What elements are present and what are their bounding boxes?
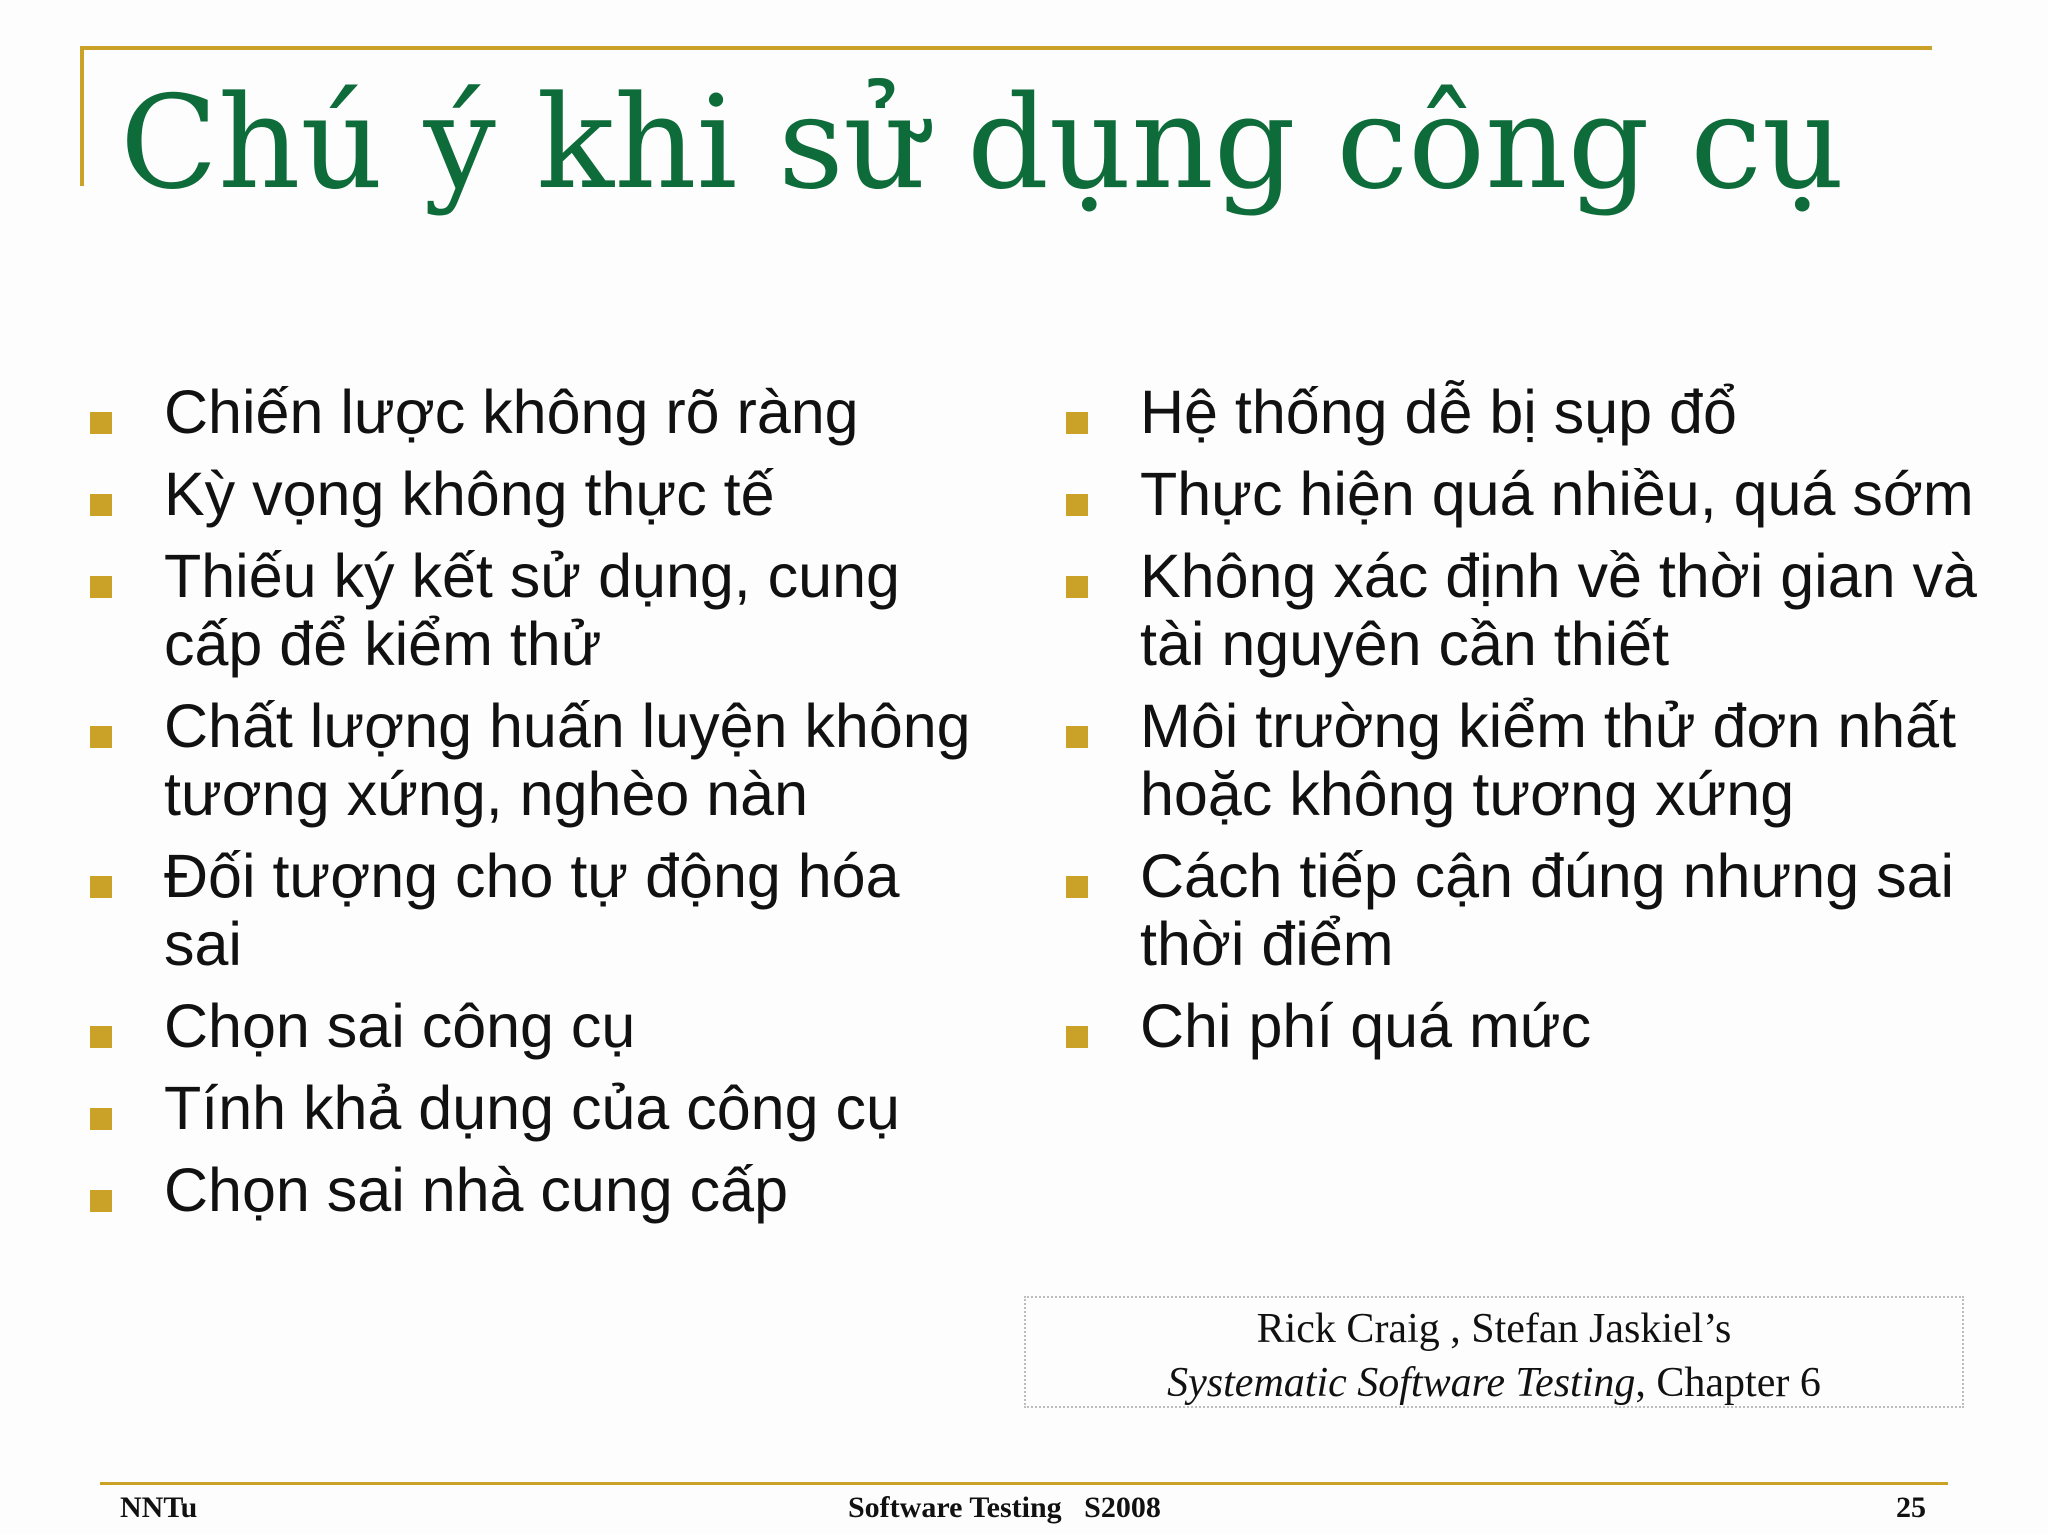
bullet-item — [1056, 378, 1996, 446]
square-bullet-icon — [90, 494, 112, 516]
bullet-text: Chất lượng huấn luyện không tương xứng, nghèo nàn — [164, 692, 971, 828]
bullet-item — [80, 542, 980, 678]
bullet-item — [80, 992, 980, 1060]
citation-box — [1024, 1296, 1964, 1408]
bullet-text: Chiến lược không rõ ràng — [164, 378, 859, 446]
bullet-item — [80, 378, 980, 446]
footer-author: NNTu — [120, 1491, 198, 1524]
page-number: 25 — [1896, 1491, 1926, 1524]
bullet-item — [80, 842, 980, 978]
square-bullet-icon — [90, 876, 112, 898]
square-bullet-icon — [1066, 576, 1088, 598]
bullet-text: Không xác định về thời gian và tài nguyên cần thiết — [1140, 542, 1977, 678]
bullet-item — [80, 460, 980, 528]
bullet-item — [80, 1156, 980, 1224]
bullet-item — [1056, 460, 1996, 528]
bullet-text: Tính khả dụng của công cụ — [164, 1074, 900, 1142]
bullet-text: Hệ thống dễ bị sụp đổ — [1140, 378, 1737, 446]
square-bullet-icon — [1066, 1026, 1088, 1048]
square-bullet-icon — [90, 576, 112, 598]
bullet-item — [80, 692, 980, 828]
citation-authors: Rick Craig , Stefan Jaskiel’s — [1256, 1306, 1732, 1352]
square-bullet-icon — [1066, 876, 1088, 898]
square-bullet-icon — [90, 1108, 112, 1130]
bullet-text: Chọn sai công cụ — [164, 992, 636, 1060]
bullet-item — [1056, 992, 1996, 1060]
footer-rule — [100, 1482, 1948, 1485]
bullet-text: Môi trường kiểm thử đơn nhất hoặc không tương xứng — [1140, 692, 1957, 828]
right-bullet-list — [1056, 378, 1996, 1074]
bullet-text: Kỳ vọng không thực tế — [164, 460, 775, 528]
bullet-text: Chi phí quá mức — [1140, 992, 1592, 1060]
bullet-item — [1056, 692, 1996, 828]
left-bullet-list — [80, 378, 980, 1238]
square-bullet-icon — [1066, 494, 1088, 516]
bullet-item — [80, 1074, 980, 1142]
bullet-text: Thiếu ký kết sử dụng, cung cấp để kiểm thử — [164, 542, 900, 678]
bullet-text: Thực hiện quá nhiều, quá sớm — [1140, 460, 1974, 528]
square-bullet-icon — [90, 412, 112, 434]
footer-course: Software Testing S2008 — [848, 1491, 1161, 1524]
bullet-item — [1056, 542, 1996, 678]
title-frame-left-rule — [80, 46, 84, 186]
square-bullet-icon — [90, 1190, 112, 1212]
bullet-text: Cách tiếp cận đúng nhưng sai thời điểm — [1140, 842, 1955, 978]
slide-title: Chú ý khi sử dụng công cụ — [120, 69, 1845, 218]
bullet-item — [1056, 842, 1996, 978]
square-bullet-icon — [1066, 726, 1088, 748]
square-bullet-icon — [90, 726, 112, 748]
square-bullet-icon — [1066, 412, 1088, 434]
title-frame-top-rule — [80, 46, 1932, 50]
square-bullet-icon — [90, 1026, 112, 1048]
bullet-text: Đối tượng cho tự động hóa sai — [164, 842, 900, 978]
citation-source — [1026, 1356, 1962, 1410]
citation-book-title: Systematic Software Testing — [1167, 1360, 1636, 1406]
bullet-text: Chọn sai nhà cung cấp — [164, 1156, 788, 1224]
citation-chapter: , Chapter 6 — [1635, 1360, 1821, 1406]
